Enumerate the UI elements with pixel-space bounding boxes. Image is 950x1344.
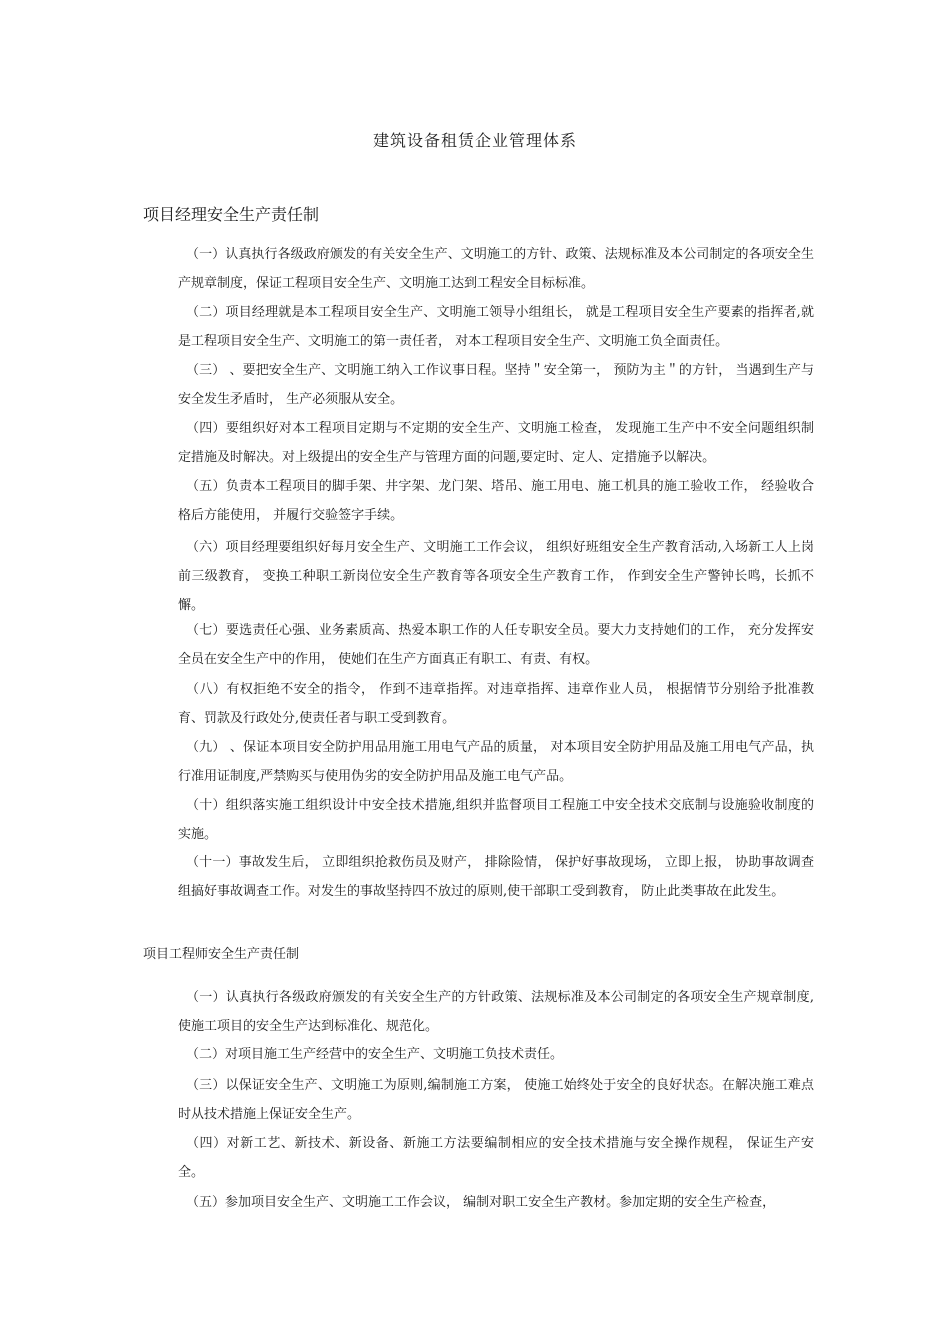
paragraph-pe-4: （四）对新工艺、新技术、新设备、新施工方法要编制相应的安全技术措施与安全操作规程， 保证生产安全。 [178,1136,814,1180]
paragraph-pm-3: （三） 、要把安全生产、文明施工纳入工作议事日程。坚持＂安全第一， 预防为主＂的方针， 当遇到生产与安全发生矛盾时， 生产必须服从安全。 [178,363,814,407]
paragraph-pm-9: （九） 、保证本项目安全防护用品用施工用电气产品的质量， 对本项目安全防护用品及施工用电气产品，执行准用证制度,严禁购买与使用伪劣的安全防护用品及施工电气产品。 [178,740,814,784]
paragraph-pm-8: （八）有权拒绝不安全的指令， 作到不违章指挥。对违章指挥、违章作业人员， 根据情节分别给予批准教育、罚款及行政处分,使责任者与职工受到教育。 [178,682,814,726]
paragraph-pm-1: （一）认真执行各级政府颁发的有关安全生产、文明施工的方针、政策、法规标准及本公司制定的各项安全生产规章制度，保证工程项目安全生产、文明施工达到工程安全目标标准。 [178,247,814,291]
paragraph-pm-2: （二）项目经理就是本工程项目安全生产、文明施工领导小组组长， 就是工程项目安全生产要素的指挥者,就是工程项目安全生产、文明施工的第一责任者， 对本工程项目安全生产、文明施工负全面责任。 [178,305,814,349]
paragraph-pe-5: （五）参加项目安全生产、文明施工工作会议， 编制对职工安全生产教材。参加定期的安全生产检查， [186,1195,776,1210]
paragraph-pe-1: （一）认真执行各级政府颁发的有关安全生产的方针政策、法规标准及本公司制定的各项安全生产规章制度,使施工项目的安全生产达到标准化、规范化。 [178,990,814,1034]
document-title: 建筑设备租赁企业管理体系 [372,131,577,150]
paragraph-pe-2: （二）对项目施工生产经营中的安全生产、文明施工负技术责任。 [186,1047,564,1062]
paragraph-pe-3: （三）以保证安全生产、文明施工为原则,编制施工方案， 使施工始终处于安全的良好状态。在解决施工难点时从技术措施上保证安全生产。 [178,1078,814,1122]
paragraph-pm-6: （六）项目经理要组织好每月安全生产、文明施工工作会议， 组织好班组安全生产教育活动,入场新工人上岗前三级教育， 变换工种职工新岗位安全生产教育等各项安全生产教育工作， 作到安全生产警钟长鸣，长抓不懈。 [178,540,814,613]
paragraph-pm-7: （七）要选责任心强、业务素质高、热爱本职工作的人任专职安全员。要大力支持她们的工作， 充分发挥安全员在安全生产中的作用， 使她们在生产方面真正有职工、有责、有权。 [178,623,814,667]
paragraph-pm-4: （四）要组织好对本工程项目定期与不定期的安全生产、文明施工检查， 发现施工生产中不安全问题组织制定措施及时解决。对上级提出的安全生产与管理方面的问题,要定时、定人、定措施予以解决。 [178,421,814,465]
paragraph-pm-11: （十一）事故发生后， 立即组织抢救伤员及财产， 排除险情， 保护好事故现场， 立即上报， 协助事故调查组搞好事故调查工作。对发生的事故坚持四不放过的原则,使干部职工受到教育， 防止此类事故在此发生。 [178,855,814,899]
paragraph-pm-5: （五）负责本工程项目的脚手架、井字架、龙门架、塔吊、施工用电、施工机具的施工验收工作， 经验收合格后方能使用， 并履行交验签字手续。 [178,479,814,523]
paragraph-pm-10: （十）组织落实施工组织设计中安全技术措施,组织并监督项目工程施工中安全技术交底制与设施验收制度的实施。 [178,798,814,842]
section-heading-project-manager: 项目经理安全生产责任制 [143,205,320,224]
section-heading-project-engineer: 项目工程师安全生产责任制 [143,947,300,962]
